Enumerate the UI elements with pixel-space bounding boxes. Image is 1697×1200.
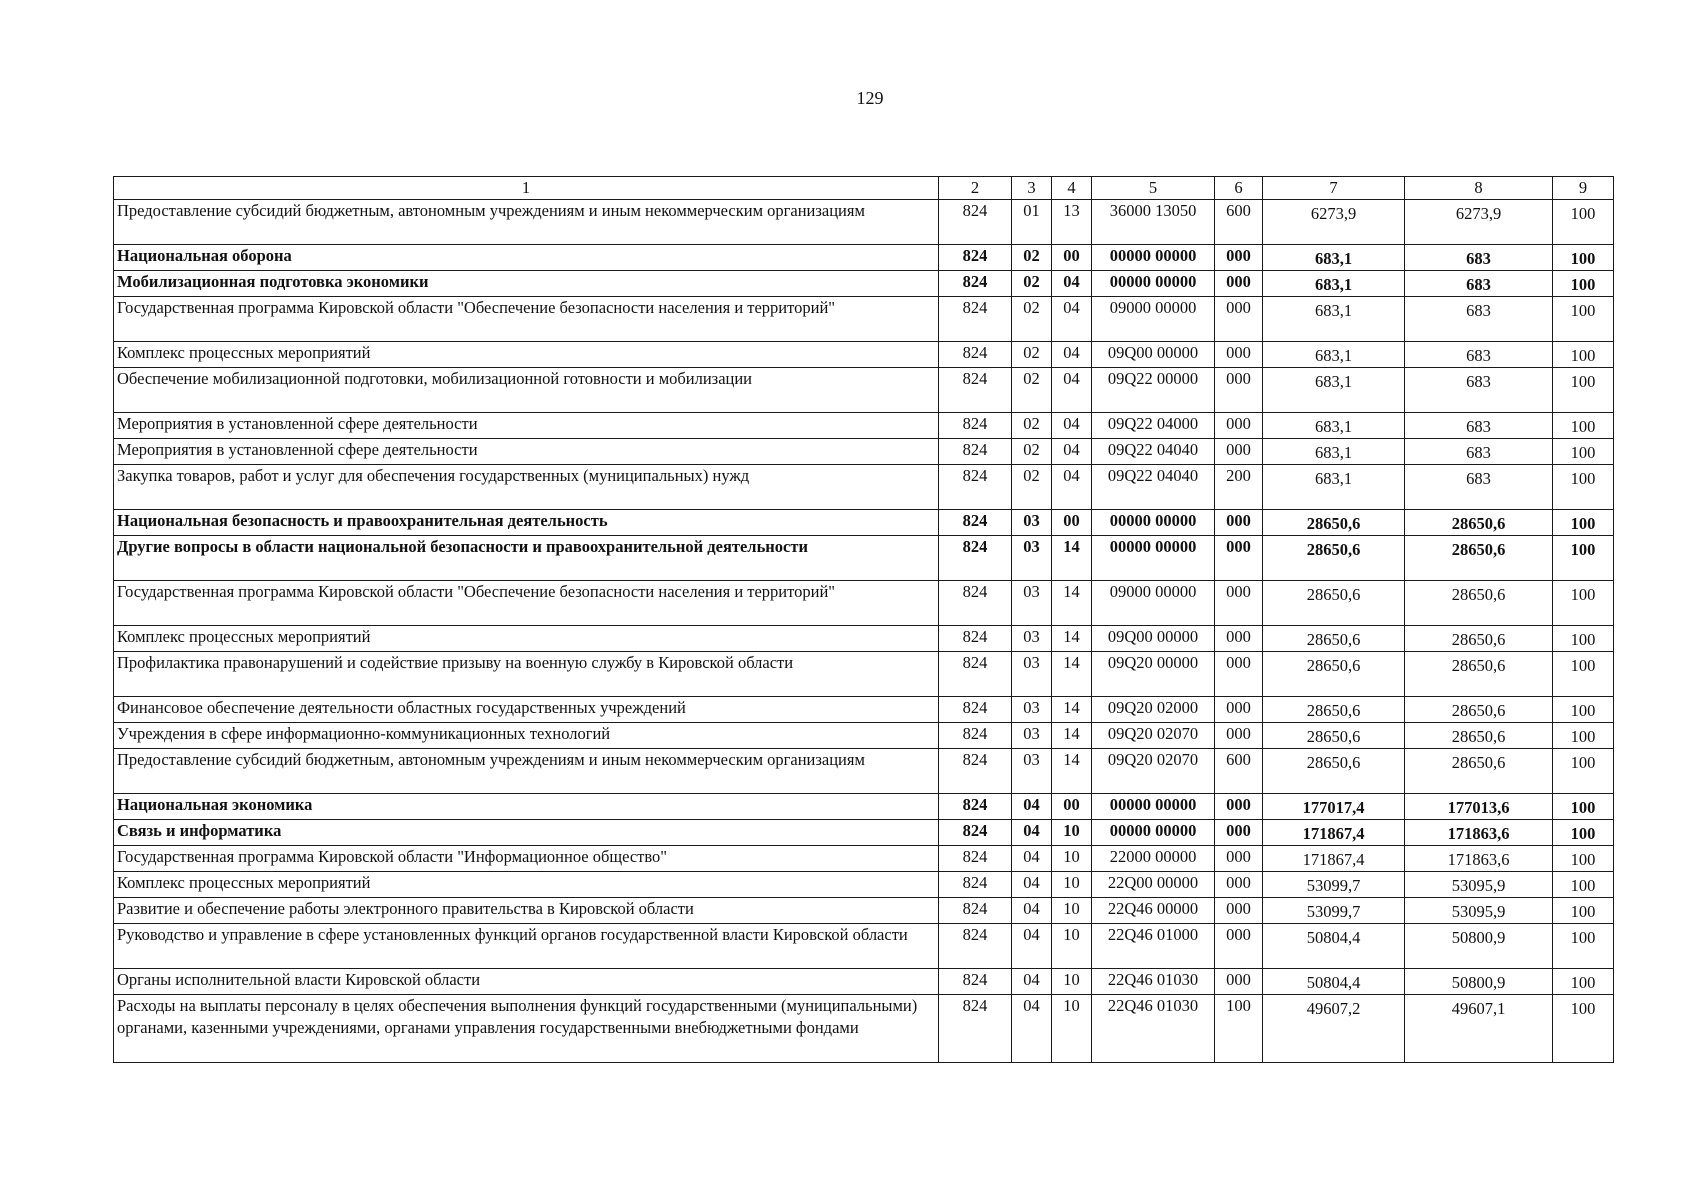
subsection-code: 10 xyxy=(1052,924,1092,969)
planned-amount: 53099,7 xyxy=(1263,872,1405,898)
planned-amount: 49607,2 xyxy=(1263,995,1405,1063)
row-name: Государственная программа Кировской области "Обеспечение безопасности населения и территорий" xyxy=(114,581,939,626)
subsection-code: 10 xyxy=(1052,846,1092,872)
execution-percent: 100 xyxy=(1553,413,1614,439)
execution-percent: 100 xyxy=(1553,872,1614,898)
subsection-code: 00 xyxy=(1052,794,1092,820)
execution-percent: 100 xyxy=(1553,536,1614,581)
planned-amount: 683,1 xyxy=(1263,413,1405,439)
executed-amount: 49607,1 xyxy=(1405,995,1553,1063)
chapter-code: 824 xyxy=(939,749,1012,794)
planned-amount: 28650,6 xyxy=(1263,626,1405,652)
executed-amount: 50800,9 xyxy=(1405,969,1553,995)
section-code: 02 xyxy=(1012,465,1052,510)
execution-percent: 100 xyxy=(1553,368,1614,413)
row-name: Финансовое обеспечение деятельности областных государственных учреждений xyxy=(114,697,939,723)
section-code: 03 xyxy=(1012,652,1052,697)
planned-amount: 683,1 xyxy=(1263,271,1405,297)
section-code: 03 xyxy=(1012,536,1052,581)
section-code: 02 xyxy=(1012,342,1052,368)
chapter-code: 824 xyxy=(939,297,1012,342)
subsection-code: 14 xyxy=(1052,652,1092,697)
target-item-code: 09Q20 02000 xyxy=(1092,697,1215,723)
table-row xyxy=(114,510,1614,536)
subsection-code: 14 xyxy=(1052,536,1092,581)
row-name: Национальная оборона xyxy=(114,245,939,271)
section-code: 01 xyxy=(1012,200,1052,245)
table-row xyxy=(114,749,1614,794)
table-row xyxy=(114,794,1614,820)
chapter-code: 824 xyxy=(939,413,1012,439)
planned-amount: 28650,6 xyxy=(1263,510,1405,536)
section-code: 04 xyxy=(1012,995,1052,1063)
expense-type-code: 000 xyxy=(1215,536,1263,581)
section-code: 04 xyxy=(1012,924,1052,969)
table-row xyxy=(114,697,1614,723)
planned-amount: 53099,7 xyxy=(1263,898,1405,924)
row-name: Государственная программа Кировской области "Информационное общество" xyxy=(114,846,939,872)
execution-percent: 100 xyxy=(1553,749,1614,794)
subsection-code: 14 xyxy=(1052,723,1092,749)
section-code: 04 xyxy=(1012,846,1052,872)
target-item-code: 22Q46 01000 xyxy=(1092,924,1215,969)
subsection-code: 04 xyxy=(1052,297,1092,342)
subsection-code: 00 xyxy=(1052,510,1092,536)
execution-percent: 100 xyxy=(1553,846,1614,872)
subsection-code: 04 xyxy=(1052,439,1092,465)
row-name: Мероприятия в установленной сфере деятельности xyxy=(114,439,939,465)
subsection-code: 10 xyxy=(1052,969,1092,995)
chapter-code: 824 xyxy=(939,439,1012,465)
executed-amount: 171863,6 xyxy=(1405,820,1553,846)
planned-amount: 171867,4 xyxy=(1263,846,1405,872)
column-header: 3 xyxy=(1012,177,1052,200)
execution-percent: 100 xyxy=(1553,697,1614,723)
table-row xyxy=(114,439,1614,465)
execution-percent: 100 xyxy=(1553,297,1614,342)
table-row xyxy=(114,297,1614,342)
subsection-code: 04 xyxy=(1052,271,1092,297)
chapter-code: 824 xyxy=(939,510,1012,536)
planned-amount: 177017,4 xyxy=(1263,794,1405,820)
section-code: 04 xyxy=(1012,872,1052,898)
planned-amount: 683,1 xyxy=(1263,465,1405,510)
execution-percent: 100 xyxy=(1553,245,1614,271)
planned-amount: 28650,6 xyxy=(1263,723,1405,749)
row-name: Комплекс процессных мероприятий xyxy=(114,872,939,898)
execution-percent: 100 xyxy=(1553,342,1614,368)
subsection-code: 14 xyxy=(1052,581,1092,626)
subsection-code: 14 xyxy=(1052,697,1092,723)
table-row xyxy=(114,465,1614,510)
table-row xyxy=(114,995,1614,1063)
target-item-code: 00000 00000 xyxy=(1092,536,1215,581)
section-code: 02 xyxy=(1012,439,1052,465)
row-name: Предоставление субсидий бюджетным, автономным учреждениям и иным некоммерческим организациям xyxy=(114,749,939,794)
column-header: 4 xyxy=(1052,177,1092,200)
section-code: 03 xyxy=(1012,697,1052,723)
expense-type-code: 000 xyxy=(1215,342,1263,368)
planned-amount: 28650,6 xyxy=(1263,697,1405,723)
section-code: 03 xyxy=(1012,723,1052,749)
executed-amount: 683 xyxy=(1405,245,1553,271)
row-name: Мероприятия в установленной сфере деятельности xyxy=(114,413,939,439)
section-code: 02 xyxy=(1012,297,1052,342)
execution-percent: 100 xyxy=(1553,626,1614,652)
target-item-code: 09Q00 00000 xyxy=(1092,342,1215,368)
subsection-code: 10 xyxy=(1052,995,1092,1063)
target-item-code: 09Q22 04000 xyxy=(1092,413,1215,439)
target-item-code: 36000 13050 xyxy=(1092,200,1215,245)
subsection-code: 10 xyxy=(1052,898,1092,924)
section-code: 04 xyxy=(1012,969,1052,995)
row-name: Закупка товаров, работ и услуг для обеспечения государственных (муниципальных) нужд xyxy=(114,465,939,510)
expense-type-code: 600 xyxy=(1215,200,1263,245)
executed-amount: 28650,6 xyxy=(1405,652,1553,697)
expense-type-code: 000 xyxy=(1215,723,1263,749)
expense-type-code: 000 xyxy=(1215,413,1263,439)
table-header-row xyxy=(114,177,1614,200)
chapter-code: 824 xyxy=(939,820,1012,846)
chapter-code: 824 xyxy=(939,271,1012,297)
execution-percent: 100 xyxy=(1553,995,1614,1063)
execution-percent: 100 xyxy=(1553,200,1614,245)
executed-amount: 683 xyxy=(1405,297,1553,342)
expense-type-code: 000 xyxy=(1215,297,1263,342)
table-row xyxy=(114,342,1614,368)
executed-amount: 28650,6 xyxy=(1405,749,1553,794)
chapter-code: 824 xyxy=(939,465,1012,510)
chapter-code: 824 xyxy=(939,924,1012,969)
section-code: 03 xyxy=(1012,626,1052,652)
row-name: Расходы на выплаты персоналу в целях обеспечения выполнения функций государственными (муниципальными) органами, казенными учреждениями, органами управления государственными внебюджетными фондами xyxy=(114,995,939,1063)
execution-percent: 100 xyxy=(1553,723,1614,749)
table-row xyxy=(114,271,1614,297)
table-row xyxy=(114,200,1614,245)
chapter-code: 824 xyxy=(939,846,1012,872)
execution-percent: 100 xyxy=(1553,581,1614,626)
execution-percent: 100 xyxy=(1553,271,1614,297)
row-name: Национальная безопасность и правоохранительная деятельность xyxy=(114,510,939,536)
row-name: Другие вопросы в области национальной безопасности и правоохранительной деятельности xyxy=(114,536,939,581)
expense-type-code: 000 xyxy=(1215,697,1263,723)
target-item-code: 09Q00 00000 xyxy=(1092,626,1215,652)
table-row xyxy=(114,872,1614,898)
section-code: 03 xyxy=(1012,749,1052,794)
expense-type-code: 000 xyxy=(1215,368,1263,413)
row-name: Профилактика правонарушений и содействие призыву на военную службу в Кировской области xyxy=(114,652,939,697)
target-item-code: 00000 00000 xyxy=(1092,820,1215,846)
table-row xyxy=(114,245,1614,271)
planned-amount: 683,1 xyxy=(1263,342,1405,368)
execution-percent: 100 xyxy=(1553,820,1614,846)
chapter-code: 824 xyxy=(939,342,1012,368)
execution-percent: 100 xyxy=(1553,465,1614,510)
subsection-code: 04 xyxy=(1052,413,1092,439)
executed-amount: 683 xyxy=(1405,271,1553,297)
row-name: Органы исполнительной власти Кировской области xyxy=(114,969,939,995)
table-row xyxy=(114,536,1614,581)
column-header: 6 xyxy=(1215,177,1263,200)
row-name: Мобилизационная подготовка экономики xyxy=(114,271,939,297)
subsection-code: 10 xyxy=(1052,820,1092,846)
subsection-code: 10 xyxy=(1052,872,1092,898)
row-name: Учреждения в сфере информационно-коммуникационных технологий xyxy=(114,723,939,749)
executed-amount: 177013,6 xyxy=(1405,794,1553,820)
target-item-code: 09000 00000 xyxy=(1092,581,1215,626)
section-code: 02 xyxy=(1012,413,1052,439)
table-row xyxy=(114,581,1614,626)
chapter-code: 824 xyxy=(939,245,1012,271)
chapter-code: 824 xyxy=(939,581,1012,626)
planned-amount: 6273,9 xyxy=(1263,200,1405,245)
row-name: Развитие и обеспечение работы электронного правительства в Кировской области xyxy=(114,898,939,924)
executed-amount: 28650,6 xyxy=(1405,626,1553,652)
planned-amount: 50804,4 xyxy=(1263,924,1405,969)
table-row xyxy=(114,723,1614,749)
planned-amount: 28650,6 xyxy=(1263,652,1405,697)
target-item-code: 00000 00000 xyxy=(1092,245,1215,271)
expense-type-code: 000 xyxy=(1215,439,1263,465)
section-code: 02 xyxy=(1012,245,1052,271)
row-name: Национальная экономика xyxy=(114,794,939,820)
planned-amount: 683,1 xyxy=(1263,368,1405,413)
target-item-code: 00000 00000 xyxy=(1092,510,1215,536)
chapter-code: 824 xyxy=(939,969,1012,995)
executed-amount: 28650,6 xyxy=(1405,581,1553,626)
row-name: Предоставление субсидий бюджетным, автономным учреждениям и иным некоммерческим организациям xyxy=(114,200,939,245)
execution-percent: 100 xyxy=(1553,439,1614,465)
planned-amount: 683,1 xyxy=(1263,297,1405,342)
chapter-code: 824 xyxy=(939,626,1012,652)
execution-percent: 100 xyxy=(1553,969,1614,995)
planned-amount: 50804,4 xyxy=(1263,969,1405,995)
executed-amount: 171863,6 xyxy=(1405,846,1553,872)
executed-amount: 683 xyxy=(1405,368,1553,413)
row-name: Связь и информатика xyxy=(114,820,939,846)
target-item-code: 22Q46 01030 xyxy=(1092,969,1215,995)
subsection-code: 14 xyxy=(1052,626,1092,652)
subsection-code: 04 xyxy=(1052,368,1092,413)
executed-amount: 53095,9 xyxy=(1405,898,1553,924)
expense-type-code: 200 xyxy=(1215,465,1263,510)
execution-percent: 100 xyxy=(1553,898,1614,924)
subsection-code: 13 xyxy=(1052,200,1092,245)
target-item-code: 22Q00 00000 xyxy=(1092,872,1215,898)
expense-type-code: 000 xyxy=(1215,872,1263,898)
expense-type-code: 000 xyxy=(1215,846,1263,872)
chapter-code: 824 xyxy=(939,536,1012,581)
subsection-code: 14 xyxy=(1052,749,1092,794)
planned-amount: 171867,4 xyxy=(1263,820,1405,846)
expense-type-code: 000 xyxy=(1215,245,1263,271)
executed-amount: 53095,9 xyxy=(1405,872,1553,898)
row-name: Комплекс процессных мероприятий xyxy=(114,626,939,652)
budget-table xyxy=(113,176,1614,1063)
section-code: 04 xyxy=(1012,794,1052,820)
executed-amount: 683 xyxy=(1405,465,1553,510)
row-name: Государственная программа Кировской области "Обеспечение безопасности населения и территорий" xyxy=(114,297,939,342)
expense-type-code: 000 xyxy=(1215,626,1263,652)
target-item-code: 22Q46 00000 xyxy=(1092,898,1215,924)
target-item-code: 09Q22 04040 xyxy=(1092,465,1215,510)
chapter-code: 824 xyxy=(939,794,1012,820)
section-code: 04 xyxy=(1012,898,1052,924)
expense-type-code: 000 xyxy=(1215,924,1263,969)
table-row xyxy=(114,368,1614,413)
planned-amount: 28650,6 xyxy=(1263,749,1405,794)
column-header: 2 xyxy=(939,177,1012,200)
target-item-code: 22000 00000 xyxy=(1092,846,1215,872)
chapter-code: 824 xyxy=(939,697,1012,723)
executed-amount: 28650,6 xyxy=(1405,510,1553,536)
section-code: 02 xyxy=(1012,368,1052,413)
target-item-code: 22Q46 01030 xyxy=(1092,995,1215,1063)
execution-percent: 100 xyxy=(1553,652,1614,697)
executed-amount: 683 xyxy=(1405,413,1553,439)
executed-amount: 50800,9 xyxy=(1405,924,1553,969)
expense-type-code: 100 xyxy=(1215,995,1263,1063)
expense-type-code: 600 xyxy=(1215,749,1263,794)
chapter-code: 824 xyxy=(939,723,1012,749)
target-item-code: 09Q20 02070 xyxy=(1092,749,1215,794)
expense-type-code: 000 xyxy=(1215,652,1263,697)
table-row xyxy=(114,413,1614,439)
planned-amount: 683,1 xyxy=(1263,245,1405,271)
table-row xyxy=(114,652,1614,697)
row-name: Обеспечение мобилизационной подготовки, мобилизационной готовности и мобилизации xyxy=(114,368,939,413)
table-row xyxy=(114,846,1614,872)
expense-type-code: 000 xyxy=(1215,510,1263,536)
row-name: Руководство и управление в сфере установленных функций органов государственной власти Кировской области xyxy=(114,924,939,969)
expense-type-code: 000 xyxy=(1215,581,1263,626)
executed-amount: 28650,6 xyxy=(1405,536,1553,581)
table-row xyxy=(114,820,1614,846)
subsection-code: 04 xyxy=(1052,342,1092,368)
table-row xyxy=(114,898,1614,924)
chapter-code: 824 xyxy=(939,200,1012,245)
subsection-code: 04 xyxy=(1052,465,1092,510)
section-code: 04 xyxy=(1012,820,1052,846)
target-item-code: 09Q22 00000 xyxy=(1092,368,1215,413)
expense-type-code: 000 xyxy=(1215,271,1263,297)
table-row xyxy=(114,969,1614,995)
target-item-code: 09Q20 00000 xyxy=(1092,652,1215,697)
executed-amount: 28650,6 xyxy=(1405,723,1553,749)
target-item-code: 09Q22 04040 xyxy=(1092,439,1215,465)
expense-type-code: 000 xyxy=(1215,820,1263,846)
page-number: 129 xyxy=(856,88,884,108)
target-item-code: 00000 00000 xyxy=(1092,794,1215,820)
subsection-code: 00 xyxy=(1052,245,1092,271)
column-header: 9 xyxy=(1553,177,1614,200)
section-code: 03 xyxy=(1012,510,1052,536)
execution-percent: 100 xyxy=(1553,510,1614,536)
target-item-code: 00000 00000 xyxy=(1092,271,1215,297)
table-row xyxy=(114,626,1614,652)
execution-percent: 100 xyxy=(1553,794,1614,820)
chapter-code: 824 xyxy=(939,652,1012,697)
planned-amount: 28650,6 xyxy=(1263,581,1405,626)
chapter-code: 824 xyxy=(939,898,1012,924)
executed-amount: 6273,9 xyxy=(1405,200,1553,245)
planned-amount: 28650,6 xyxy=(1263,536,1405,581)
executed-amount: 28650,6 xyxy=(1405,697,1553,723)
target-item-code: 09Q20 02070 xyxy=(1092,723,1215,749)
row-name: Комплекс процессных мероприятий xyxy=(114,342,939,368)
chapter-code: 824 xyxy=(939,995,1012,1063)
chapter-code: 824 xyxy=(939,368,1012,413)
section-code: 02 xyxy=(1012,271,1052,297)
section-code: 03 xyxy=(1012,581,1052,626)
executed-amount: 683 xyxy=(1405,439,1553,465)
expense-type-code: 000 xyxy=(1215,794,1263,820)
column-header: 1 xyxy=(114,177,939,200)
execution-percent: 100 xyxy=(1553,924,1614,969)
chapter-code: 824 xyxy=(939,872,1012,898)
planned-amount: 683,1 xyxy=(1263,439,1405,465)
expense-type-code: 000 xyxy=(1215,898,1263,924)
column-header: 8 xyxy=(1405,177,1553,200)
expense-type-code: 000 xyxy=(1215,969,1263,995)
table-row xyxy=(114,924,1614,969)
column-header: 5 xyxy=(1092,177,1215,200)
target-item-code: 09000 00000 xyxy=(1092,297,1215,342)
column-header: 7 xyxy=(1263,177,1405,200)
executed-amount: 683 xyxy=(1405,342,1553,368)
